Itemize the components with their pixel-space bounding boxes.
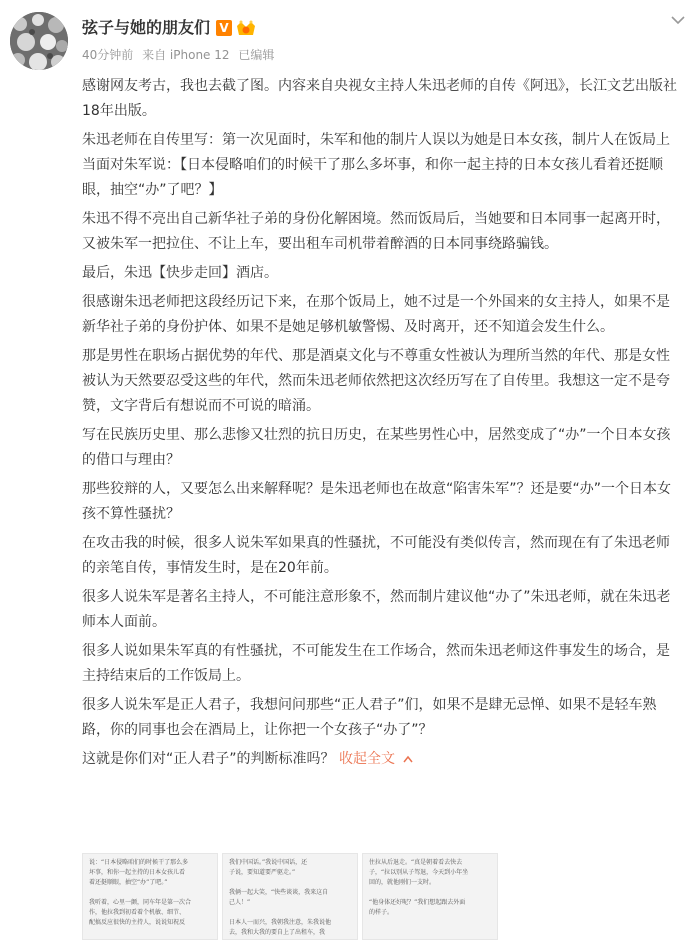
paragraph: 那些狡辩的人，又要怎么出来解释呢？是朱迅老师也在故意“陷害朱军”？还是要“办”一个日本女孩不算性骚扰？ xyxy=(82,481,672,522)
paragraph: 那是男性在职场占据优势的年代、那是酒桌文化与不尊重女性被认为理所当然的年代、那是女性被认为天然要忍受这些的年代，然而朱迅老师依然把这次经历写在了自传里。我想这一定不是夸赞，文字背后有想说而不可说的暗涌。 xyxy=(82,348,670,414)
last-paragraph xyxy=(82,747,682,772)
post-content xyxy=(82,74,682,776)
paragraph: 很多人说朱军是正人君子，我想问问那些“正人君子”们，如果不是肆无忌惮、如果不是轻车熟路，你的同事也会在酒局上，让你把一个女孩子“办了”？ xyxy=(82,697,657,738)
paragraph: 写在民族历史里、那么悲惨又壮烈的抗日历史，在某些男性心中，居然变成了“办”一个日本女孩的借口与理由？ xyxy=(82,427,671,468)
post-source: 来自 iPhone 12 xyxy=(142,48,230,62)
thumb-text-line xyxy=(229,878,351,888)
thumb-text-line xyxy=(89,888,211,898)
verified-badge-icon: V xyxy=(216,20,232,36)
post-header xyxy=(82,10,642,70)
thumb-text-line: 住拉从后退走。“真是朝着看去快去 xyxy=(369,859,463,866)
name-row xyxy=(82,16,257,40)
paragraph: 在攻击我的时候，很多人说朱军如果真的性骚扰，不可能没有类似传言，然而现在有了朱迅老师的亲笔自传，事情发生时，是在20年前。 xyxy=(82,535,670,576)
edited-label[interactable]: 已编辑 xyxy=(238,48,275,62)
paragraph: 最后，朱迅【快步走回】酒店。 xyxy=(82,265,278,281)
vip-crown-icon xyxy=(235,19,257,37)
user-avatar[interactable] xyxy=(10,12,68,70)
post-time[interactable]: 40分钟前 xyxy=(82,48,134,62)
thumb-text-line: 作，他拉我到初看着个机敏、细节、 xyxy=(89,909,186,916)
thumb-text-line: 坏事，和你一起主持的日本女孩儿看 xyxy=(89,869,186,876)
last-line: 这就是你们对“正人君子”的判断标准吗？ xyxy=(82,751,335,767)
chevron-down-icon[interactable] xyxy=(670,12,686,28)
avatar-image xyxy=(10,12,68,70)
thumb-text-line: 己人！” xyxy=(229,899,251,906)
thumb-text-line: 子说，要知道要严驱走。” xyxy=(229,869,296,876)
paragraph: 感谢网友考古，我也去截了图。内容来自央视女主持人朱迅老师的自传《阿迅》，长江文艺出版社18年出版。 xyxy=(82,78,677,119)
thumb-text-line: 着还挺顺眼，抽空“办”了吧。” xyxy=(89,879,168,886)
thumb-text-line: “他身体还好呢？”我们想起跟去外面 xyxy=(369,899,466,906)
post-meta xyxy=(82,46,279,64)
paragraph: 很感谢朱迅老师把这段经历记下来，在那个饭局上，她不过是一个外国来的女主持人，如果不是新华社子弟的身份护体、如果不是她足够机敏警惕、及时离开，还不知道会发生什么。 xyxy=(82,294,670,335)
chevron-up-icon xyxy=(403,755,413,763)
book-page-thumbnail[interactable] xyxy=(362,853,498,940)
collapse-label: 收起全文 xyxy=(338,751,395,767)
thumb-text-line: 我听着，心里一颤，同车年是第一次合 xyxy=(89,899,192,906)
paragraph: 朱迅不得不亮出自己新华社子弟的身份化解困境。然而饭局后，当她要和日本同事一起离开时，又被朱军一把拉住、不让上车，要出租车司机带着醉酒的日本同事绕路骗钱。 xyxy=(82,211,670,252)
collapse-full-text-link[interactable] xyxy=(339,751,413,767)
thumb-text-line: 子，“拉以别从子驾退，今天到小年坐 xyxy=(369,869,469,876)
paragraph: 朱迅老师在自传里写：第一次见面时，朱军和他的制片人误以为她是日本女孩，制片人在饭局上当面对朱军说：【日本侵略咱们的时候干了那么多坏事，和你一起主持的日本女孩儿看着还挺顺眼，抽空“办”了吧？】 xyxy=(82,132,670,198)
username[interactable]: 弦子与她的朋友们 xyxy=(82,18,211,37)
thumb-text-line xyxy=(369,888,491,898)
book-page-thumbnail[interactable] xyxy=(82,853,218,940)
thumb-text-line: 我们中国话。”我说中国话，还 xyxy=(229,859,308,866)
paragraph: 很多人说朱军是著名主持人，不可能注意形象不，然而制片建议他“办了”朱迅老师，就在朱迅老师本人面前。 xyxy=(82,589,671,630)
thumb-text-line: 配搞反应很快的主持人，说说知祝反 xyxy=(89,919,186,926)
paragraph: 很多人说如果朱军真的有性骚扰，不可能发生在工作场合，然而朱迅老师这件事发生的场合，是主持结束后的工作饭局上。 xyxy=(82,643,670,684)
thumb-text-line xyxy=(229,908,351,918)
thumb-text-line: 的样子。 xyxy=(369,909,394,916)
thumb-text-line: 日本人一而兴，我朝我注意，朱我说他 xyxy=(229,919,332,926)
book-page-thumbnail[interactable] xyxy=(222,853,358,940)
image-thumbnails xyxy=(82,853,502,940)
thumb-text-line: 说：“日本侵略咱们的时候干了那么多 xyxy=(89,859,189,866)
thumb-text-line: 我俩一起大笑，“快些谈谈，我来这自 xyxy=(229,889,329,896)
thumb-text-line: 回的，就他刚们一支时。 xyxy=(369,879,436,886)
thumb-text-line: 去，我和大我的要自上了出租车，我 xyxy=(229,929,326,936)
